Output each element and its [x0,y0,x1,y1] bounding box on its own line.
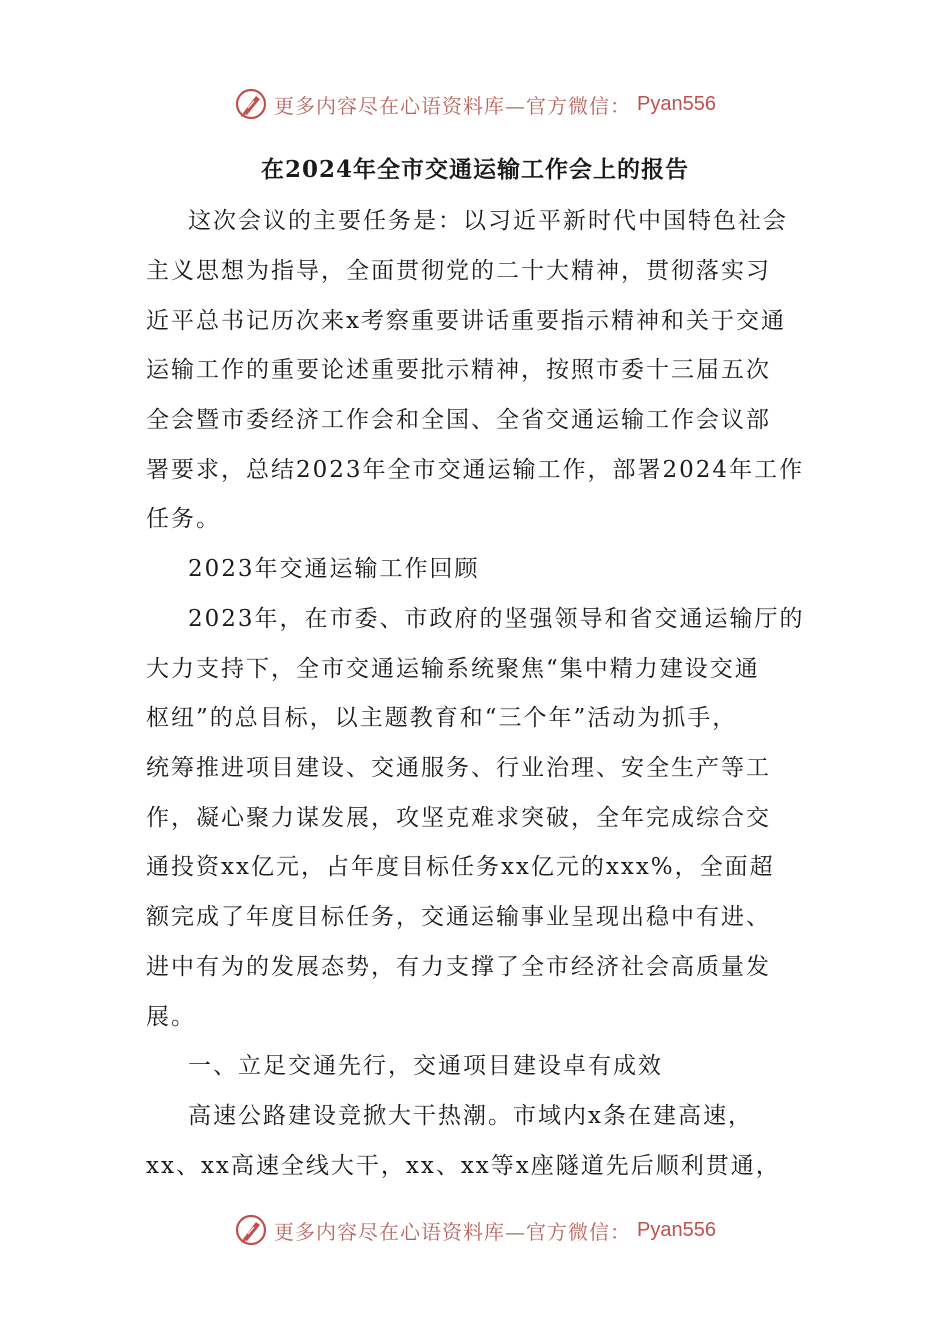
body-line: 作，凝心聚力谋发展，攻坚克难求突破，全年完成综合交 [146,805,771,831]
body-line: 通投资xx亿元，占年度目标任务xx亿元的xxx%，全面超 [146,854,775,880]
watermark-wechat-id: Pyan556 [637,92,716,115]
body-line: 任务。 [146,506,221,532]
pen-nib-circle-icon [234,87,268,121]
watermark-text: 更多内容尽在心语资料库—官方微信： [274,93,632,118]
watermark-footer [0,1208,950,1252]
watermark-header [0,82,950,126]
section-heading: 一、立足交通先行，交通项目建设卓有成效 [188,1053,663,1079]
watermark-text: 更多内容尽在心语资料库—官方微信： [274,1219,632,1244]
body-line: 运输工作的重要论述重要批示精神，按照市委十三届五次 [146,357,771,383]
body-line: 额完成了年度目标任务，交通运输事业呈现出稳中有进、 [146,904,771,930]
body-line: xx、xx高速全线大干，xx、xx等x座隧道先后顺利贯通， [146,1153,781,1179]
body-line: 近平总书记历次来x考察重要讲话重要指示精神和关于交通 [146,308,786,334]
section-heading: 2023年交通运输工作回顾 [188,556,480,582]
pen-nib-circle-icon [234,1213,268,1247]
body-line: 主义思想为指导，全面贯彻党的二十大精神，贯彻落实习 [146,258,771,284]
body-line: 高速公路建设竞掀大干热潮。市域内x条在建高速， [188,1103,753,1129]
watermark-wechat-id: Pyan556 [637,1218,716,1241]
body-line: 枢纽”的总目标，以主题教育和“三个年”活动为抓手， [146,705,738,731]
body-line: 署要求，总结2023年全市交通运输工作，部署2024年工作 [146,457,805,483]
body-line: 进中有为的发展态势，有力支撑了全市经济社会高质量发 [146,954,771,980]
body-line: 展。 [146,1004,196,1030]
body-line: 大力支持下，全市交通运输系统聚焦“集中精力建设交通 [146,656,760,682]
body-line: 全会暨市委经济工作会和全国、全省交通运输工作会议部 [146,407,771,433]
body-line: 2023年，在市委、市政府的坚强领导和省交通运输厅的 [188,606,805,632]
body-line: 这次会议的主要任务是：以习近平新时代中国特色社会 [188,208,788,234]
body-line: 统筹推进项目建设、交通服务、行业治理、安全生产等工 [146,755,771,781]
document-title: 在2024年全市交通运输工作会上的报告 [260,156,689,183]
